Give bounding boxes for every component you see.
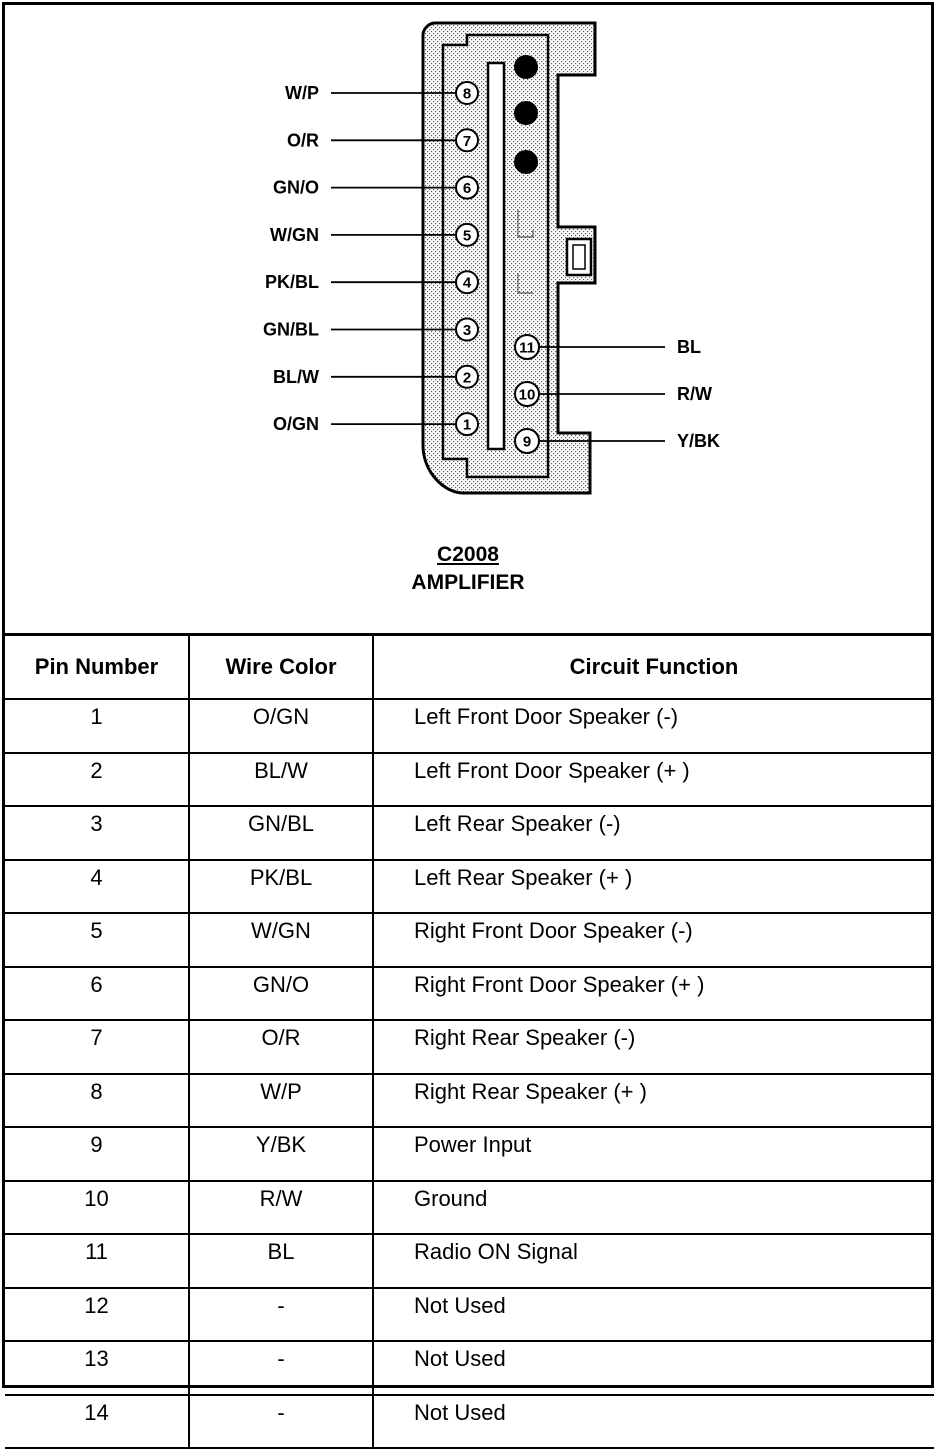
cell-pin-number: 1 [5, 699, 189, 753]
cell-circuit-function: Ground [373, 1181, 934, 1235]
pin-number: 11 [519, 339, 535, 357]
wire-label: BL [677, 337, 701, 357]
table-row [5, 1234, 934, 1288]
connector-key-dot [514, 150, 538, 174]
cell-circuit-function: Right Rear Speaker (+ ) [373, 1074, 934, 1128]
cell-wire-color: Y/BK [189, 1127, 373, 1181]
table-row [5, 860, 934, 914]
pin-number: 5 [462, 227, 472, 245]
table-row [5, 1181, 934, 1235]
cell-circuit-function: Right Front Door Speaker (+ ) [373, 967, 934, 1021]
pin-table [5, 636, 934, 1449]
table-row [5, 699, 934, 753]
wire-label: O/R [286, 130, 319, 151]
cell-wire-color: W/GN [189, 913, 373, 967]
connector-name: AMPLIFIER [411, 571, 525, 594]
cell-circuit-function: Right Rear Speaker (-) [373, 1020, 934, 1074]
header-circuit-function: Circuit Function [373, 636, 934, 699]
cell-circuit-function: Radio ON Signal [373, 1234, 934, 1288]
cell-wire-color: BL/W [189, 753, 373, 807]
connector-slot [488, 63, 504, 449]
cell-wire-color: R/W [189, 1181, 373, 1235]
cell-pin-number: 2 [5, 753, 189, 807]
cell-pin-number: 9 [5, 1127, 189, 1181]
cell-wire-color: GN/O [189, 967, 373, 1021]
table-row [5, 753, 934, 807]
cell-wire-color: GN/BL [189, 806, 373, 860]
connector-id: C2008 [437, 543, 499, 566]
cell-pin-number: 12 [5, 1288, 189, 1342]
table-row [5, 1395, 934, 1449]
table-row [5, 806, 934, 860]
cell-circuit-function: Right Front Door Speaker (-) [373, 913, 934, 967]
connector-key-dot [514, 101, 538, 125]
wire-label: Y/BK [677, 431, 721, 451]
cell-circuit-function: Not Used [373, 1395, 934, 1449]
wire-label: W/P [285, 83, 319, 103]
cell-circuit-function: Left Front Door Speaker (-) [373, 699, 934, 753]
header-wire-color: Wire Color [189, 636, 373, 699]
cell-wire-color: - [189, 1288, 373, 1342]
cell-wire-color: BL [189, 1234, 373, 1288]
wire-label: R/W [677, 384, 712, 404]
cell-pin-number: 7 [5, 1020, 189, 1074]
cell-pin-number: 11 [5, 1234, 189, 1288]
table-row [5, 1288, 934, 1342]
cell-pin-number: 4 [5, 860, 189, 914]
connector-key-dot [514, 55, 538, 79]
cell-pin-number: 3 [5, 806, 189, 860]
cell-pin-number: 8 [5, 1074, 189, 1128]
wire-label: PK/BL [265, 272, 319, 293]
cell-circuit-function: Power Input [373, 1127, 934, 1181]
pin-number: 7 [462, 132, 472, 150]
pin-number: 9 [522, 433, 532, 451]
cell-wire-color: O/GN [189, 699, 373, 753]
pin-number: 10 [518, 386, 536, 404]
cell-circuit-function: Left Front Door Speaker (+ ) [373, 753, 934, 807]
connector-caption [5, 541, 931, 597]
cell-wire-color: - [189, 1395, 373, 1449]
cell-pin-number: 14 [5, 1395, 189, 1449]
table-row [5, 1074, 934, 1128]
connector-diagram-panel [5, 5, 931, 636]
cell-wire-color: O/R [189, 1020, 373, 1074]
cell-wire-color: PK/BL [189, 860, 373, 914]
wire-label: BL/W [273, 366, 319, 387]
wire-label: O/GN [272, 414, 319, 435]
table-row [5, 1020, 934, 1074]
table-row [5, 967, 934, 1021]
table-row [5, 913, 934, 967]
cell-wire-color: W/P [189, 1074, 373, 1128]
pin-number: 6 [462, 180, 472, 198]
pin-number: 3 [462, 322, 472, 339]
table-header-row [5, 636, 934, 699]
table-row [5, 1127, 934, 1181]
cell-pin-number: 10 [5, 1181, 189, 1235]
cell-wire-color: - [189, 1341, 373, 1395]
table-row [5, 1341, 934, 1395]
cell-circuit-function: Left Rear Speaker (-) [373, 806, 934, 860]
pin-number: 2 [462, 369, 472, 387]
page-frame [2, 2, 934, 1425]
pin-number: 8 [462, 85, 472, 103]
wire-label: W/GN [270, 224, 319, 245]
cell-circuit-function: Not Used [373, 1341, 934, 1395]
connector-diagram [5, 5, 931, 633]
pin-number: 4 [462, 274, 472, 292]
wire-label: GN/O [272, 177, 319, 198]
cell-circuit-function: Left Rear Speaker (+ ) [373, 860, 934, 914]
cell-pin-number: 13 [5, 1341, 189, 1395]
cell-pin-number: 5 [5, 913, 189, 967]
header-pin-number: Pin Number [5, 636, 189, 699]
cell-circuit-function: Not Used [373, 1288, 934, 1342]
pin-number: 1 [462, 416, 472, 434]
wire-label: GN/BL [263, 319, 319, 340]
cell-pin-number: 6 [5, 967, 189, 1021]
